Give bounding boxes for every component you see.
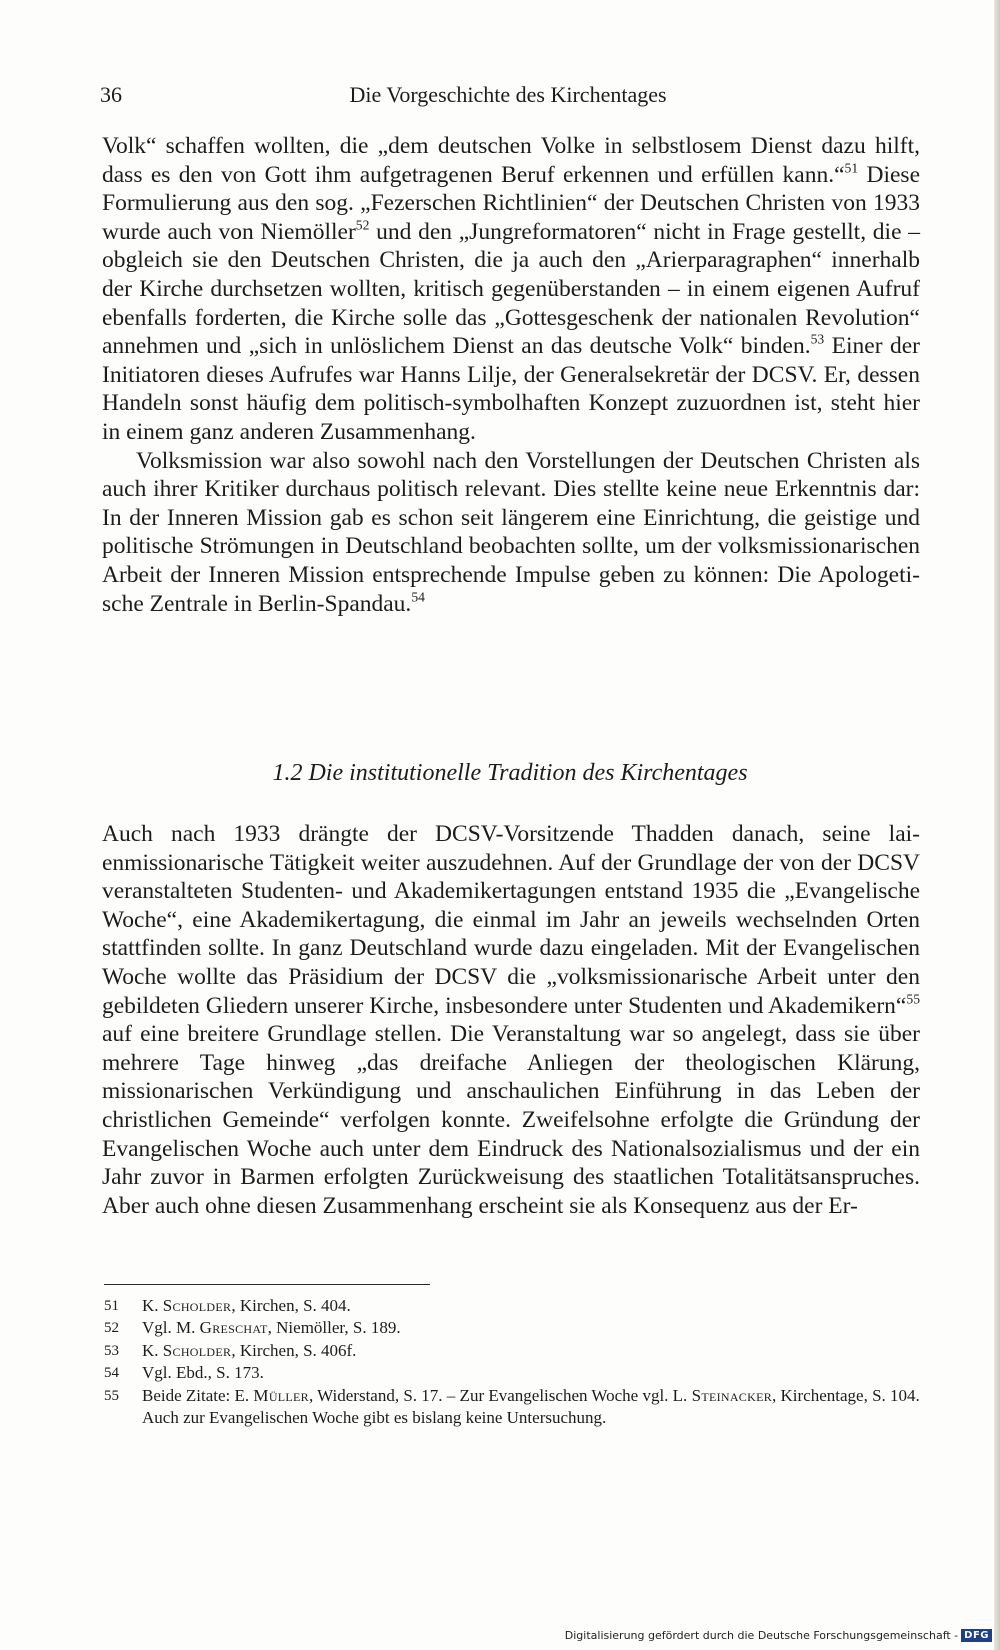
body-text-block-1 — [102, 132, 920, 618]
footnote: 51 K. Scholder, Kirchen, S. 404. — [104, 1295, 924, 1317]
section-heading: 1.2 Die institutionelle Tradition des Kirchentages — [272, 760, 748, 786]
footnotes — [104, 1295, 924, 1429]
footnote-ref-55: 55 — [906, 991, 920, 1007]
footnote: 52 Vgl. M. Greschat, Niemöller, S. 189. — [104, 1317, 924, 1339]
footnote-author: Müller — [253, 1385, 309, 1405]
body-text-block-2 — [102, 820, 920, 1220]
footnote-author: Steinacker — [691, 1385, 773, 1405]
page-header — [100, 82, 916, 114]
footnote-ref-54: 54 — [411, 588, 425, 604]
digitization-credit — [565, 1629, 992, 1642]
footnote-number: 53 — [104, 1342, 119, 1359]
page-number: 36 — [100, 82, 122, 107]
paragraph-1: Volk“ schaffen wollten, die „dem deutschen Volke in selbstlosem Dienst dazu hilft, dass es den von Gott ihm aufgetragenen Beruf erkennen und erfüllen kann.“$^{51}$ Diese Formulierung aus den sog. „Fezerschen Richtlinien“ der Deutschen Christen von 1933 wurde auch von Niemöller$^{52}$ und den „Jungreformatoren“ nicht in Frage gestellt, die – obgleich sie den Deutschen Christen, die ja auch den „Arierparagraphen“ innerhalb der Kirche durchsetzen wollten, kritisch gegenüberstanden – in einem eigenen Aufruf ebenfalls forderten, die Kirche solle das „Gottesgeschenk der nationalen Revolution“ annehmen und „sich in unlöslichem Dienst an das deutsche Volk“ binden.$^{53}$ Einer der Initiatoren dieses Aufrufes war Hanns Lilje, der Generalsekretär der DCSV. Er, dessen Handeln sonst häufig dem politisch-symbolhaften Konzept zuzuordnen ist, steht hier in einem ganz anderen Zusammenhang. — [102, 133, 921, 445]
footnote-rule — [104, 1284, 430, 1285]
running-head: Die Vorgeschichte des Kirchentages — [349, 82, 667, 107]
footnote-number: 51 — [104, 1298, 119, 1314]
paragraph-3: Auch nach 1933 drängte der DCSV-Vorsitzende Thadden danach, seine laienmissionarische Tätigkeit weiter auszudehnen. Auf der Grundlage der von der DCSV veranstalteten Studenten- und Akademikertagungen entstand 1935 die „Evangelische Woche“, eine Akademikertagung, die einmal im Jahr an jeweils wechselnden Orten stattfinden sollte. In ganz Deutschland wurde dazu eingeladen. Mit der Evangelischen Woche wollte das Präsidium der DCSV die „volksmissionarische Arbeit unter den gebildeten Gliedern unserer Kirche, insbesondere unter Studenten und Akademikern“$^{55}$ auf eine breitere Grundlage stellen. Die Veranstaltung war so angelegt, dass sie über mehrere Tage hinweg „das dreifache Anliegen der theologischen Klärung, missionarischen Verkündigung und anschaulichen Einführung in das Leben der christlichen Gemeinde“ verfolgen konnte. Zweifelsohne erfolgte die Gründung der Evangelischen Woche auch unter dem Eindruck des Nationalsozialismus und der ein Jahr zuvor in Barmen erfolgten Zurückweisung des staatlichen Totalitätsanspruches. Aber auch ohne diesen Zusammenhang erscheint sie als Konsequenz aus der Er- — [102, 821, 920, 1219]
credit-text: Digitalisierung gefördert durch die Deutsche Forschungsgemeinschaft - — [564, 1629, 959, 1642]
footnote-number: 54 — [104, 1365, 119, 1382]
footnote-number: 55 — [104, 1387, 119, 1404]
paragraph-2: Volksmission war also sowohl nach den Vorstellungen der Deutschen Christen als auch ihrer Kritiker durchaus politisch relevant. Dies stellte keine neue Erkenntnis dar: In der Inneren Mission gab es schon seit längerem eine Einrichtung, die geistige und politische Strömungen in Deutschland beobachten sollte, um der volksmissionarischen Arbeit der Inneren Mission entsprechende Impulse geben zu können: Die Apologetische Zentrale in Berlin-Spandau.$^{54}$ — [102, 447, 920, 617]
footnote: 54 Vgl. Ebd., S. 173. — [104, 1362, 924, 1384]
dfg-logo: DFG — [961, 1629, 992, 1642]
footnote-number: 52 — [104, 1320, 119, 1337]
footnote-author: Scholder — [162, 1340, 232, 1360]
footnote-author: Scholder — [162, 1296, 232, 1315]
footnote-ref-52: 52 — [355, 217, 370, 233]
footnote-ref-53: 53 — [810, 331, 825, 347]
footnote: 53 K. Scholder, Kirchen, S. 406f. — [104, 1340, 924, 1362]
footnote: 55 Beide Zitate: E. Müller, Widerstand, S. 17. – Zur Evangelischen Woche vgl. L. Steinacker, Kirchentage, S. 104. Auch zur Evangelischen Woche gibt es bislang keine Untersuchung. — [104, 1385, 924, 1430]
footnote-author: Greschat — [199, 1318, 268, 1338]
footnote-ref-51: 51 — [844, 160, 859, 176]
page-edge — [994, 0, 1000, 1650]
